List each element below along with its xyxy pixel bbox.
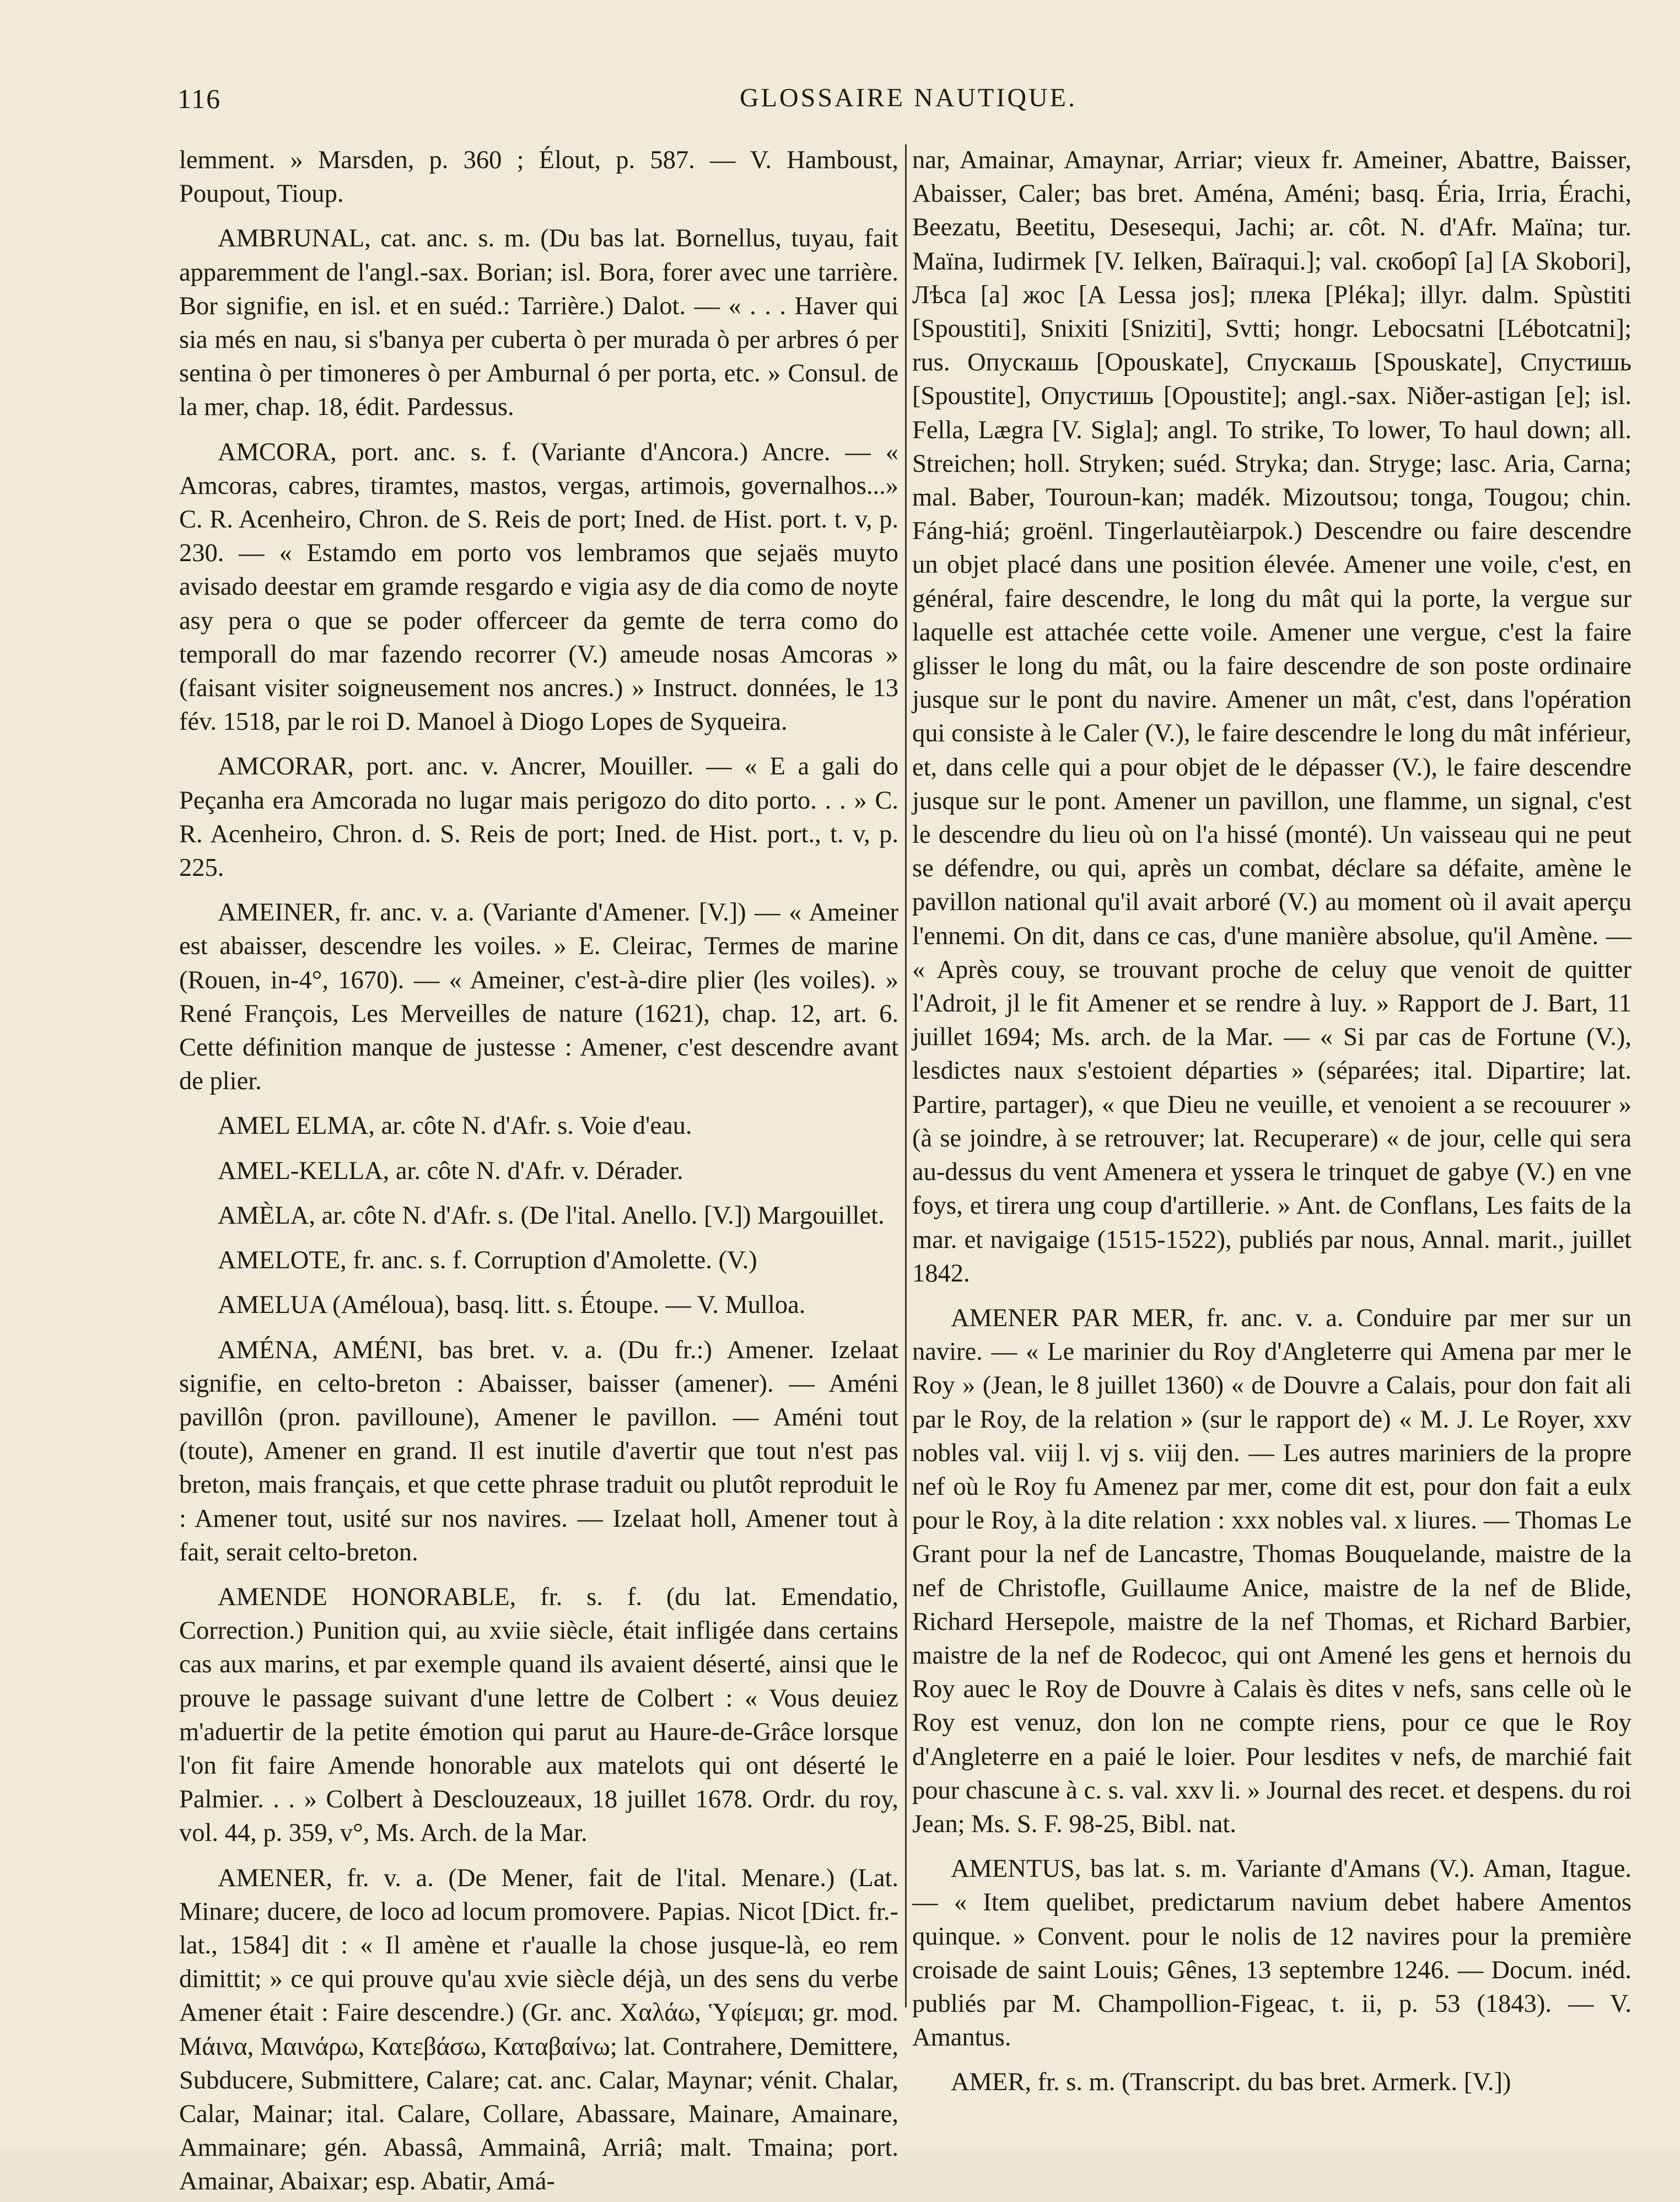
- glossary-entry: AMCORA, port. anc. s. f. (Variante d'Ancora.) Ancre. — « Amcoras, cabres, tiramtes, mastos, vergas, artimois, governalhos...» C. R. Acenheiro, Chron. de S. Reis de port; Ined. de Hist. port. t. v, p. 230. — « Estamdo em porto vos lembramos que sejaës muyto avisado deestar em gramde resgardo e vigia asy de dia como de noyte asy pera o que se poder offerceer da gemte de terra como do temporall do mar fazendo recorrer (V.) ameude nosas Amcoras » (faisant visiter soigneusement nos ancres.) » Instruct. données, le 13 fév. 1518, par le roi D. Manoel à Diogo Lopes de Syqueira.: [179, 438, 898, 736]
- glossary-entry: AMENDE HONORABLE, fr. s. f. (du lat. Emendatio, Correction.) Punition qui, au xviie siècle, était infligée dans certains cas aux marins, et par exemple quand ils avaient déserté, ainsi que le prouve le passage suivant d'une lettre de Colbert : « Vous deuiez m'aduertir de la petite émotion qui parut au Haure-de-Grâce lorsque l'on fit faire Amende honorable aux matelots qui ont déserté le Palmier. . . » Colbert à Desclouzeaux, 18 juillet 1678. Ordr. du roy, vol. 44, p. 359, v°, Ms. Arch. de la Mar.: [179, 1582, 898, 1848]
- glossary-entry: AMEL-KELLA, ar. côte N. d'Afr. v. Dérader.: [218, 1156, 683, 1185]
- glossary-entry: AMEL ELMA, ar. côte N. d'Afr. s. Voie d'eau.: [218, 1112, 692, 1140]
- column-divider: [905, 144, 907, 2007]
- page-number: 116: [177, 83, 222, 114]
- glossary-entry: AMÉNA, AMÉNI, bas bret. v. a. (Du fr.:) Amener. Izelaat signifie, en celto-breton : Abaisser, baisser (amener). — Améni pavillôn (pron. pavilloune), Amener le pavillon. — Améni tout (toute), Amener en grand. Il est inutile d'avertir que tout n'est pas breton, mais français, et que cette phrase traduit ou plutôt reproduit le : Amener tout, usité sur nos navires. — Izelaat holl, Amener tout à fait, serait celto-breton.: [179, 1336, 898, 1566]
- glossary-entry: AMBRUNAL, cat. anc. s. m. (Du bas lat. Bornellus, tuyau, fait apparemment de l'angl.-sax. Borian; isl. Bora, forer avec une tarrière. Bor signifie, en isl. et en suéd.: Tarrière.) Dalot. — « . . . Haver qui sia més en nau, si s'banya per cuberta ò per murada ò per arbres ó per sentina ò per timoneres ò per Amburnal ó per porta, etc. » Consul. de la mer, chap. 18, édit. Pardessus.: [179, 224, 898, 422]
- glossary-entry: AMER, fr. s. m. (Transcript. du bas bret. Armerk. [V.]): [951, 2068, 1511, 2097]
- right-column: [912, 143, 1631, 2103]
- glossary-entry: AMELUA (Améloua), basq. litt. s. Étoupe. — V. Mulloa.: [218, 1291, 806, 1320]
- glossary-entry: AMENTUS, bas lat. s. m. Variante d'Amans (V.). Aman, Itague. — « Item quelibet, predictarum navium debet habere Amentos quinque. » Convent. pour le nolis de 12 navires pour la première croisade de saint Louis; Gênes, 13 septembre 1246. — Docum. inéd. publiés par M. Champollion-Figeac, t. ii, p. 53 (1843). — V. Amantus.: [912, 1855, 1631, 2052]
- glossary-entry: AMENER, fr. v. a. (De Mener, fait de l'ital. Menare.) (Lat. Minare; ducere, de loco ad locum promovere. Papias. Nicot [Dict. fr.-lat., 1584] dit : « Il amène et r'aualle la chose jusque-là, eo rem dimittit; » ce qui prouve qu'au xvie siècle déjà, un des sens du verbe Amener était : Faire descendre.) (Gr. anc. Χαλάω, Ὑφίεμαι; gr. mod. Μάινα, Μαινάρω, Κατεβάσω, Καταβαίνω; lat. Contrahere, Demittere, Subducere, Submittere, Calare; cat. anc. Calar, Maynar; vénit. Chalar, Calar, Mainar; ital. Calare, Collare, Abassare, Mainare, Amainare, Ammainare; gén. Abassâ, Ammainâ, Arriâ; malt. Tmaina; port. Amainar, Abaixar; esp. Abatir, Amá-: [179, 1864, 898, 2196]
- page-header: [177, 83, 1633, 121]
- left-column: [179, 143, 898, 2202]
- glossary-entry: lemment. » Marsden, p. 360 ; Élout, p. 587. — V. Hamboust, Poupout, Tioup.: [179, 146, 898, 208]
- glossary-entry: AMCORAR, port. anc. v. Ancrer, Mouiller. — « E a gali do Peçanha era Amcorada no lugar mais perigozo do dito porto. . . » C. R. Acenheiro, Chron. d. S. Reis de port; Ined. de Hist. port., t. v, p. 225.: [179, 752, 898, 882]
- glossary-entry: nar, Amainar, Amaynar, Arriar; vieux fr. Ameiner, Abattre, Baisser, Abaisser, Caler; bas bret. Aména, Améni; basq. Éria, Irria, Érachi, Beezatu, Beetitu, Desesequi, Jachi; ar. côt. N. d'Afr. Maïna; tur. Maïna, Iudirmek [V. Ielken, Baïraqui.]; val. скоборî [a] [A Skobori], Лѣса [a] жос [A Lessa jos]; плека [Pléka]; illyr. dalm. Spùstiti [Spoustiti], Snixiti [Sniziti], Svtti; hongr. Lebocsatni [Lébotcatni]; rus. Опускашь [Opouskate], Спускашь [Spouskate], Спустишь [Spoustite], Опустишь [Opoustite]; angl.-sax. Niðer-astigan [e]; isl. Fella, Lægra [V. Sigla]; angl. To strike, To lower, To haul down; all. Streichen; holl. Stryken; suéd. Stryka; dan. Stryge; lasc. Aria, Carna; mal. Baber, Touroun-kan; madék. Mizoutsou; tonga, Tougou; chin. Fáng-hiá; groënl. Tingerlautèiarpok.) Descendre ou faire descendre un objet placé dans une position élevée. Amener une voile, c'est, en général, faire descendre, le long du mât qui la porte, la vergue sur laquelle est attachée cette voile. Amener une vergue, c'est la faire glisser le long du mât, ou la faire descendre de son poste ordinaire jusque sur le pont du navire. Amener un mât, c'est, dans l'opération qui consiste à le Caler (V.), le faire descendre le long du mât inférieur, et, dans celle qui a pour objet de le dépasser (V.), le faire descendre jusque sur le pont. Amener un pavillon, une flamme, un signal, c'est le descendre du lieu où on l'a hissé (monté). Un vaisseau qui ne peut se défendre, ou qui, après un combat, déclare sa défaite, amène le pavillon national qu'il avait arboré (V.) au moment où il avait aperçu l'ennemi. On dit, dans ce cas, d'une manière absolue, qu'il Amène. — « Après couy, se trouvant proche de celuy que venoit de quitter l'Adroit, jl le fit Amener et se rendre à luy. » Rapport de J. Bart, 11 juillet 1694; Ms. arch. de la Mar. — « Si par cas de Fortune (V.), lesdictes naux s'estoient départies » (séparées; ital. Dipartire; lat. Partire, partager), « que Dieu ne veuille, et venoient a se recouurer » (à se joindre, à se retrouver; lat. Recuperare) « de jour, celle qui sera au-dessus du vent Amenera et yssera le trinquet de gabye (V.) en vne foys, et tirera ung coup d'artillerie. » Ant. de Conflans, Les faits de la mar. et navigaige (1515-1522), publiés par nous, Annal. marit., juillet 1842.: [912, 146, 1631, 1288]
- glossary-entry: AMELOTE, fr. anc. s. f. Corruption d'Amolette. (V.): [218, 1246, 757, 1275]
- glossary-entry: AMENER PAR MER, fr. anc. v. a. Conduire par mer sur un navire. — « Le marinier du Roy d'Angleterre qui Amena par mer le Roy » (Jean, le 8 juillet 1360) « de Douvre a Calais, pour don fait ali par le Roy, de la relation » (sur le rapport de) « M. J. Le Royer, xxv nobles val. viij l. vj s. viij den. — Les autres mariniers de la propre nef où le Roy fu Amenez par mer, come dit est, pour don fait a eulx pour le Roy, à la dite relation : xxx nobles val. x liures. — Thomas Le Grant pour la nef de Lancastre, Thomas Bouquelande, maistre de la nef de Christofle, Guillaume Anice, maistre de la nef de Blide, Richard Hersepole, maistre de la nef Thomas, et Richard Barbier, maistre de la nef de Rodecoc, qui ont Amené les gens et hernois du Roy auec le Roy de Douvre à Calais ès dites v nefs, sans celle où le Roy est venuz, don lon ne compte riens, pour ce que le Roy d'Angleterre en a paié le loier. Pour lesdites v nefs, de marchié fait pour chascune à c. s. val. xxv li. » Journal des recet. et despens. du roi Jean; Ms. S. F. 98-25, Bibl. nat.: [912, 1304, 1631, 1838]
- glossary-entry: AMEINER, fr. anc. v. a. (Variante d'Amener. [V.]) — « Ameiner est abaisser, descendre les voiles. » E. Cleirac, Termes de marine (Rouen, in-4°, 1670). — « Ameiner, c'est-à-dire plier (les voiles). » René François, Les Merveilles de nature (1621), chap. 12, art. 6. Cette définition manque de justesse : Amener, c'est descendre avant de plier.: [179, 898, 898, 1096]
- glossary-entry: AMÈLA, ar. côte N. d'Afr. s. (De l'ital. Anello. [V.]) Margouillet.: [218, 1201, 885, 1230]
- running-title: GLOSSAIRE NAUTIQUE.: [740, 83, 1077, 112]
